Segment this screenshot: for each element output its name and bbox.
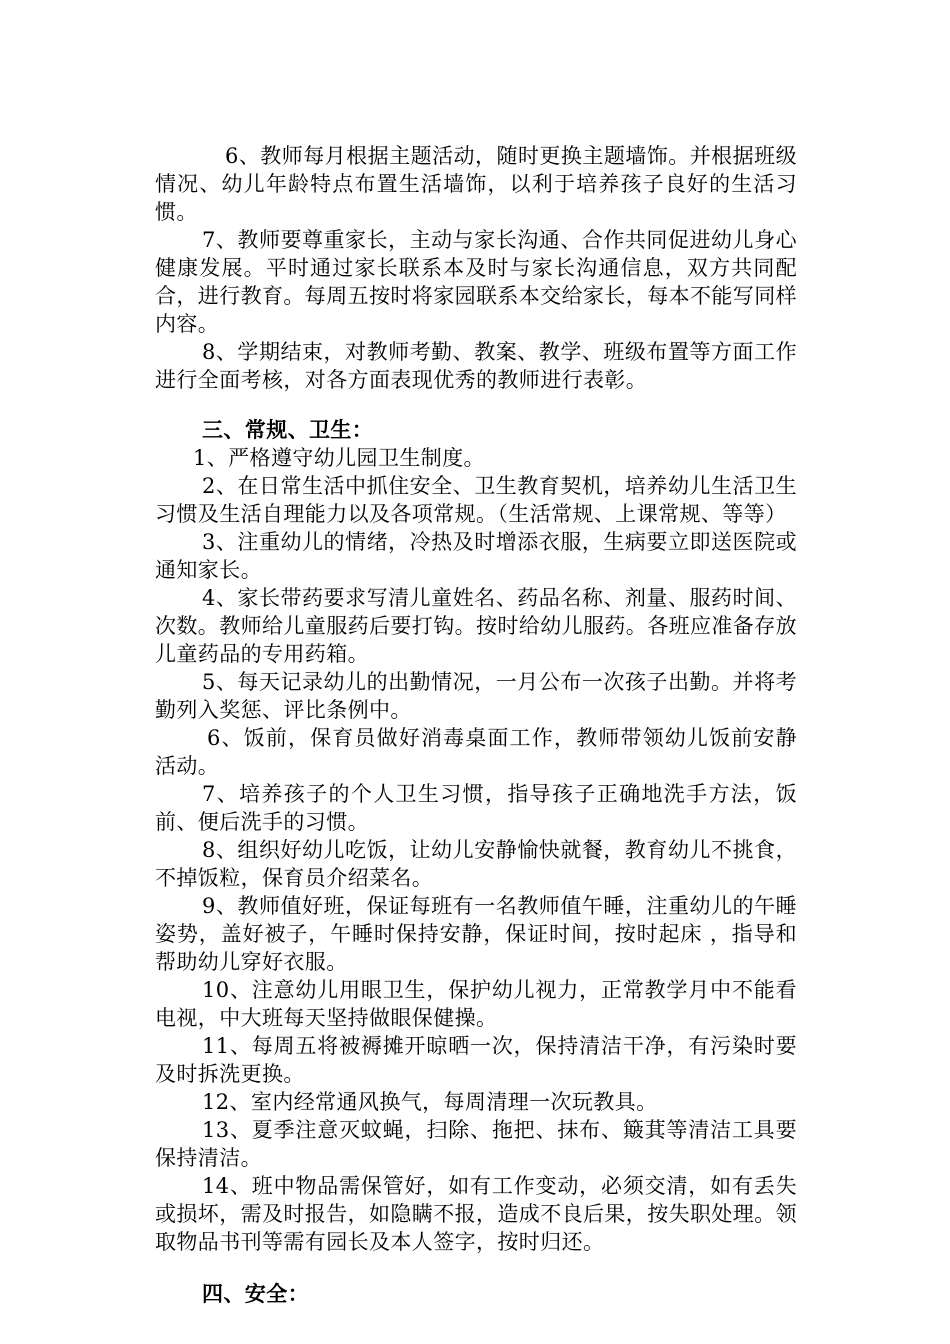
hygiene-item-12: 12、室内经常通风换气，每周清理一次玩教具。 <box>202 1090 658 1114</box>
hygiene-item-6: 6、饭前，保育员做好消毒桌面工作，教师带领幼儿饭前安静活动。 <box>155 726 797 778</box>
document-body <box>155 142 797 1308</box>
hygiene-item-5: 5、每天记录幼儿的出勤情况，一月公布一次孩子出勤。并将考勤列入奖惩、评比条例中。 <box>155 670 797 722</box>
hygiene-item-3: 3、注重幼儿的情绪，冷热及时增添衣服，生病要立即送医院或通知家长。 <box>155 530 797 582</box>
paragraph-item-7: 7、教师要尊重家长，主动与家长沟通、合作共同促进幼儿身心健康发展。平时通过家长联系本及时与家长沟通信息，双方共同配合，进行教育。每周五按时将家园联系本交给家长，每本不能写同样内容。 <box>155 228 797 336</box>
hygiene-item-14: 14、班中物品需保管好，如有工作变动，必须交清，如有丢失或损坏，需及时报告，如隐瞒不报，造成不良后果，按失职处理。领取物品书刊等需有园长及本人签字，按时归还。 <box>155 1174 797 1254</box>
hygiene-item-13: 13、夏季注意灭蚊蝇，扫除、拖把、抹布、簸萁等清洁工具要保持清洁。 <box>155 1118 797 1170</box>
hygiene-item-4: 4、家长带药要求写清儿童姓名、药品名称、剂量、服药时间、次数。教师给儿童服药后要打钩。按时给幼儿服药。各班应准备存放儿童药品的专用药箱。 <box>155 586 797 666</box>
paragraph-item-6: 6、教师每月根据主题活动，随时更换主题墙饰。并根据班级情况、幼儿年龄特点布置生活墙饰，以利于培养孩子良好的生活习惯。 <box>155 144 797 224</box>
section-heading-safety: 四、安全： <box>202 1281 309 1306</box>
hygiene-item-11: 11、每周五将被褥摊开晾晒一次，保持清洁干净，有污染时要及时拆洗更换。 <box>155 1034 797 1086</box>
paragraph-item-8: 8、学期结束，对教师考勤、教案、教学、班级布置等方面工作进行全面考核，对各方面表现优秀的教师进行表彰。 <box>155 340 797 392</box>
section-heading-hygiene: 三、常规、卫生： <box>202 417 374 442</box>
hygiene-item-7: 7、培养孩子的个人卫生习惯，指导孩子正确地洗手方法，饭前、便后洗手的习惯。 <box>155 782 797 834</box>
hygiene-item-1: 1、严格遵守幼儿园卫生制度。 <box>193 446 485 470</box>
hygiene-item-9: 9、教师值好班，保证每班有一名教师值午睡，注重幼儿的午睡姿势，盖好被子，午睡时保持安静，保证时间，按时起床 ，指导和帮助幼儿穿好衣服。 <box>155 894 797 974</box>
hygiene-item-8: 8、组织好幼儿吃饭，让幼儿安静愉快就餐，教育幼儿不挑食，不掉饭粒，保育员介绍菜名。 <box>155 838 797 890</box>
hygiene-item-2: 2、在日常生活中抓住安全、卫生教育契机，培养幼儿生活卫生习惯及生活自理能力以及各项常规。（生活常规、上课常规、等等） <box>155 474 797 526</box>
hygiene-item-10: 10、注意幼儿用眼卫生，保护幼儿视力，正常教学月中不能看电视，中大班每天坚持做眼保健操。 <box>155 978 797 1030</box>
